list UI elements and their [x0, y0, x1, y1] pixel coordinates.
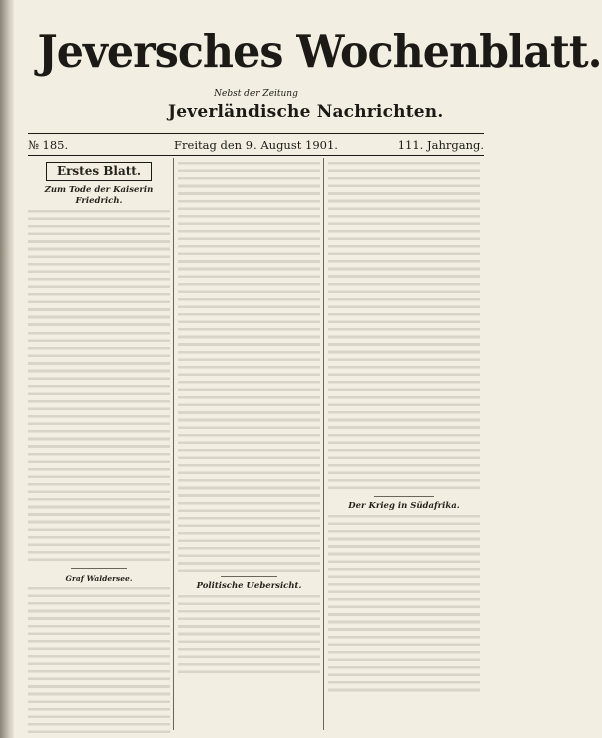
article-heading-kaiserin: Zum Tode der Kaiserin Friedrich.	[44, 185, 154, 206]
column-divider-1	[173, 158, 174, 730]
article-body-col2	[178, 162, 320, 572]
article-body-politik	[178, 595, 320, 675]
issue-number: № 185.	[28, 138, 69, 152]
volume-year: 111. Jahrgang.	[397, 138, 484, 152]
issue-info-line	[28, 136, 484, 154]
rule-bottom	[28, 155, 484, 156]
supplement-title: Jeverländische Nachrichten.	[168, 102, 444, 122]
article-heading-krieg: Der Krieg in Südafrika.	[348, 501, 460, 511]
article-body-col3	[328, 162, 480, 492]
column-1	[28, 160, 170, 730]
column-divider-2	[323, 158, 324, 730]
newspaper-sheet	[16, 0, 602, 738]
subtitle-center	[168, 88, 444, 124]
article-heading-waldersee: Graf Waldersee.	[65, 574, 133, 583]
rule-top	[28, 133, 484, 134]
column-3	[328, 160, 480, 730]
binding-edge	[0, 0, 14, 738]
article-divider-col2	[221, 576, 278, 577]
section-heading: Erstes Blatt.	[46, 162, 152, 181]
article-body-kaiserin-1	[28, 210, 170, 330]
issue-date: Freitag den 9. August 1901.	[174, 138, 338, 152]
article-divider	[71, 568, 128, 569]
column-2	[178, 160, 320, 730]
article-divider-col3	[374, 496, 435, 497]
article-heading-politik: Politische Uebersicht.	[196, 581, 302, 591]
masthead-title: Jeversches Wochenblatt.	[37, 25, 602, 78]
nebst-der-zeitung: Nebst der Zeitung	[214, 89, 298, 99]
article-body-kaiserin-2	[28, 332, 170, 564]
subtitle-row	[28, 88, 484, 130]
article-body-waldersee	[28, 587, 170, 737]
article-body-krieg	[328, 515, 480, 695]
